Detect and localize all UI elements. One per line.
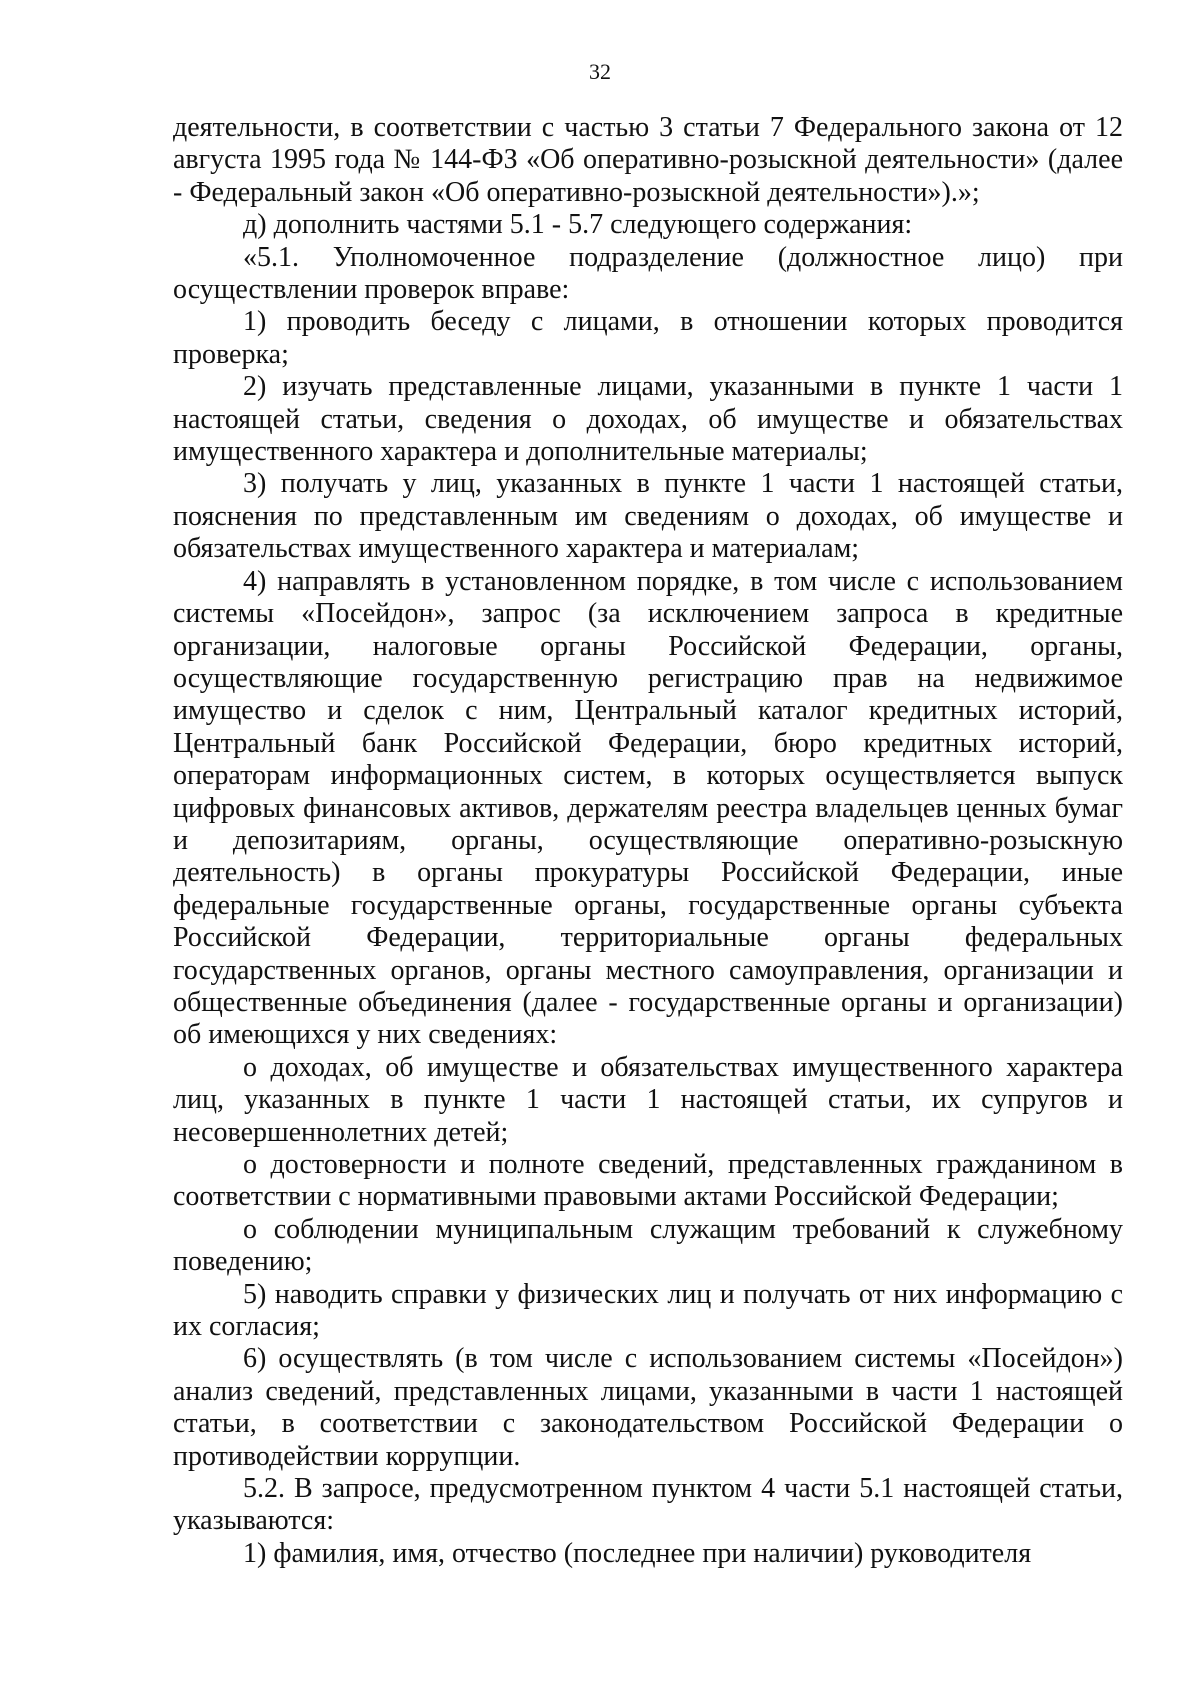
document-body bbox=[173, 112, 1123, 1570]
paragraph: о достоверности и полноте сведений, представленных гражданином в соответствии с нормативными правовыми актами Российской Федерации; bbox=[173, 1149, 1123, 1213]
paragraph: 1) проводить беседу с лицами, в отношении которых проводится проверка; bbox=[173, 306, 1123, 370]
paragraph: деятельности, в соответствии с частью 3 статьи 7 Федерального закона от 12 августа 1995 года № 144-ФЗ «Об оперативно-розыскной деятельности» (далее - Федеральный закон «Об оперативно-розыскной деятельности»).»; bbox=[173, 112, 1123, 208]
paragraph: д) дополнить частями 5.1 - 5.7 следующего содержания: bbox=[243, 209, 913, 241]
paragraph: «5.1. Уполномоченное подразделение (должностное лицо) при осуществлении проверок вправе: bbox=[173, 241, 1123, 306]
paragraph: о доходах, об имуществе и обязательствах имущественного характера лиц, указанных в пункте 1 части 1 настоящей статьи, их супругов и несовершеннолетних детей; bbox=[173, 1051, 1123, 1148]
paragraph: 1) фамилия, имя, отчество (последнее при наличии) руководителя bbox=[243, 1537, 1032, 1569]
paragraph: 5.2. В запросе, предусмотренном пунктом 4 части 5.1 настоящей статьи, указываются: bbox=[173, 1473, 1123, 1537]
paragraph: 6) осуществлять (в том числе с использованием системы «Посейдон») анализ сведений, представленных лицами, указанными в части 1 настоящей статьи, в соответствии с законодательством Российской Федерации о противодействии коррупции. bbox=[173, 1343, 1123, 1472]
paragraph: 3) получать у лиц, указанных в пункте 1 части 1 настоящей статьи, пояснения по представленным им сведениям о доходах, об имуществе и обязательствах имущественного характера и материалам; bbox=[173, 468, 1123, 565]
paragraph: 4) направлять в установленном порядке, в том числе с использованием системы «Посейдон», запрос (за исключением запроса в кредитные организации, налоговые органы Российской Федерации, органы, осуществляющие государственную регистрацию прав на недвижимое имущество и сделок с ним, Центральный каталог кредитных историй, Центральный банк Российской Федерации, бюро кредитных историй, операторам информационных систем, в которых осуществляется выпуск цифровых финансовых активов, держателям реестра владельцев ценных бумаг и депозитариям, органы, осуществляющие оперативно-розыскную деятельность) в органы прокуратуры Российской Федерации, иные федеральные государственные органы, государственные органы субъекта Российской Федерации, территориальные органы федеральных государственных органов, органы местного самоуправления, организации и общественные объединения (далее - государственные органы и организации) об имеющихся у них сведениях: bbox=[173, 565, 1123, 1051]
page-number: 32 bbox=[589, 59, 611, 84]
paragraph: 5) наводить справки у физических лиц и получать от них информацию с их согласия; bbox=[173, 1278, 1123, 1343]
paragraph: 2) изучать представленные лицами, указанными в пункте 1 части 1 настоящей статьи, сведения о доходах, об имуществе и обязательствах имущественного характера и дополнительные материалы; bbox=[173, 371, 1123, 468]
paragraph: о соблюдении муниципальным служащим требований к служебному поведению; bbox=[173, 1213, 1123, 1278]
